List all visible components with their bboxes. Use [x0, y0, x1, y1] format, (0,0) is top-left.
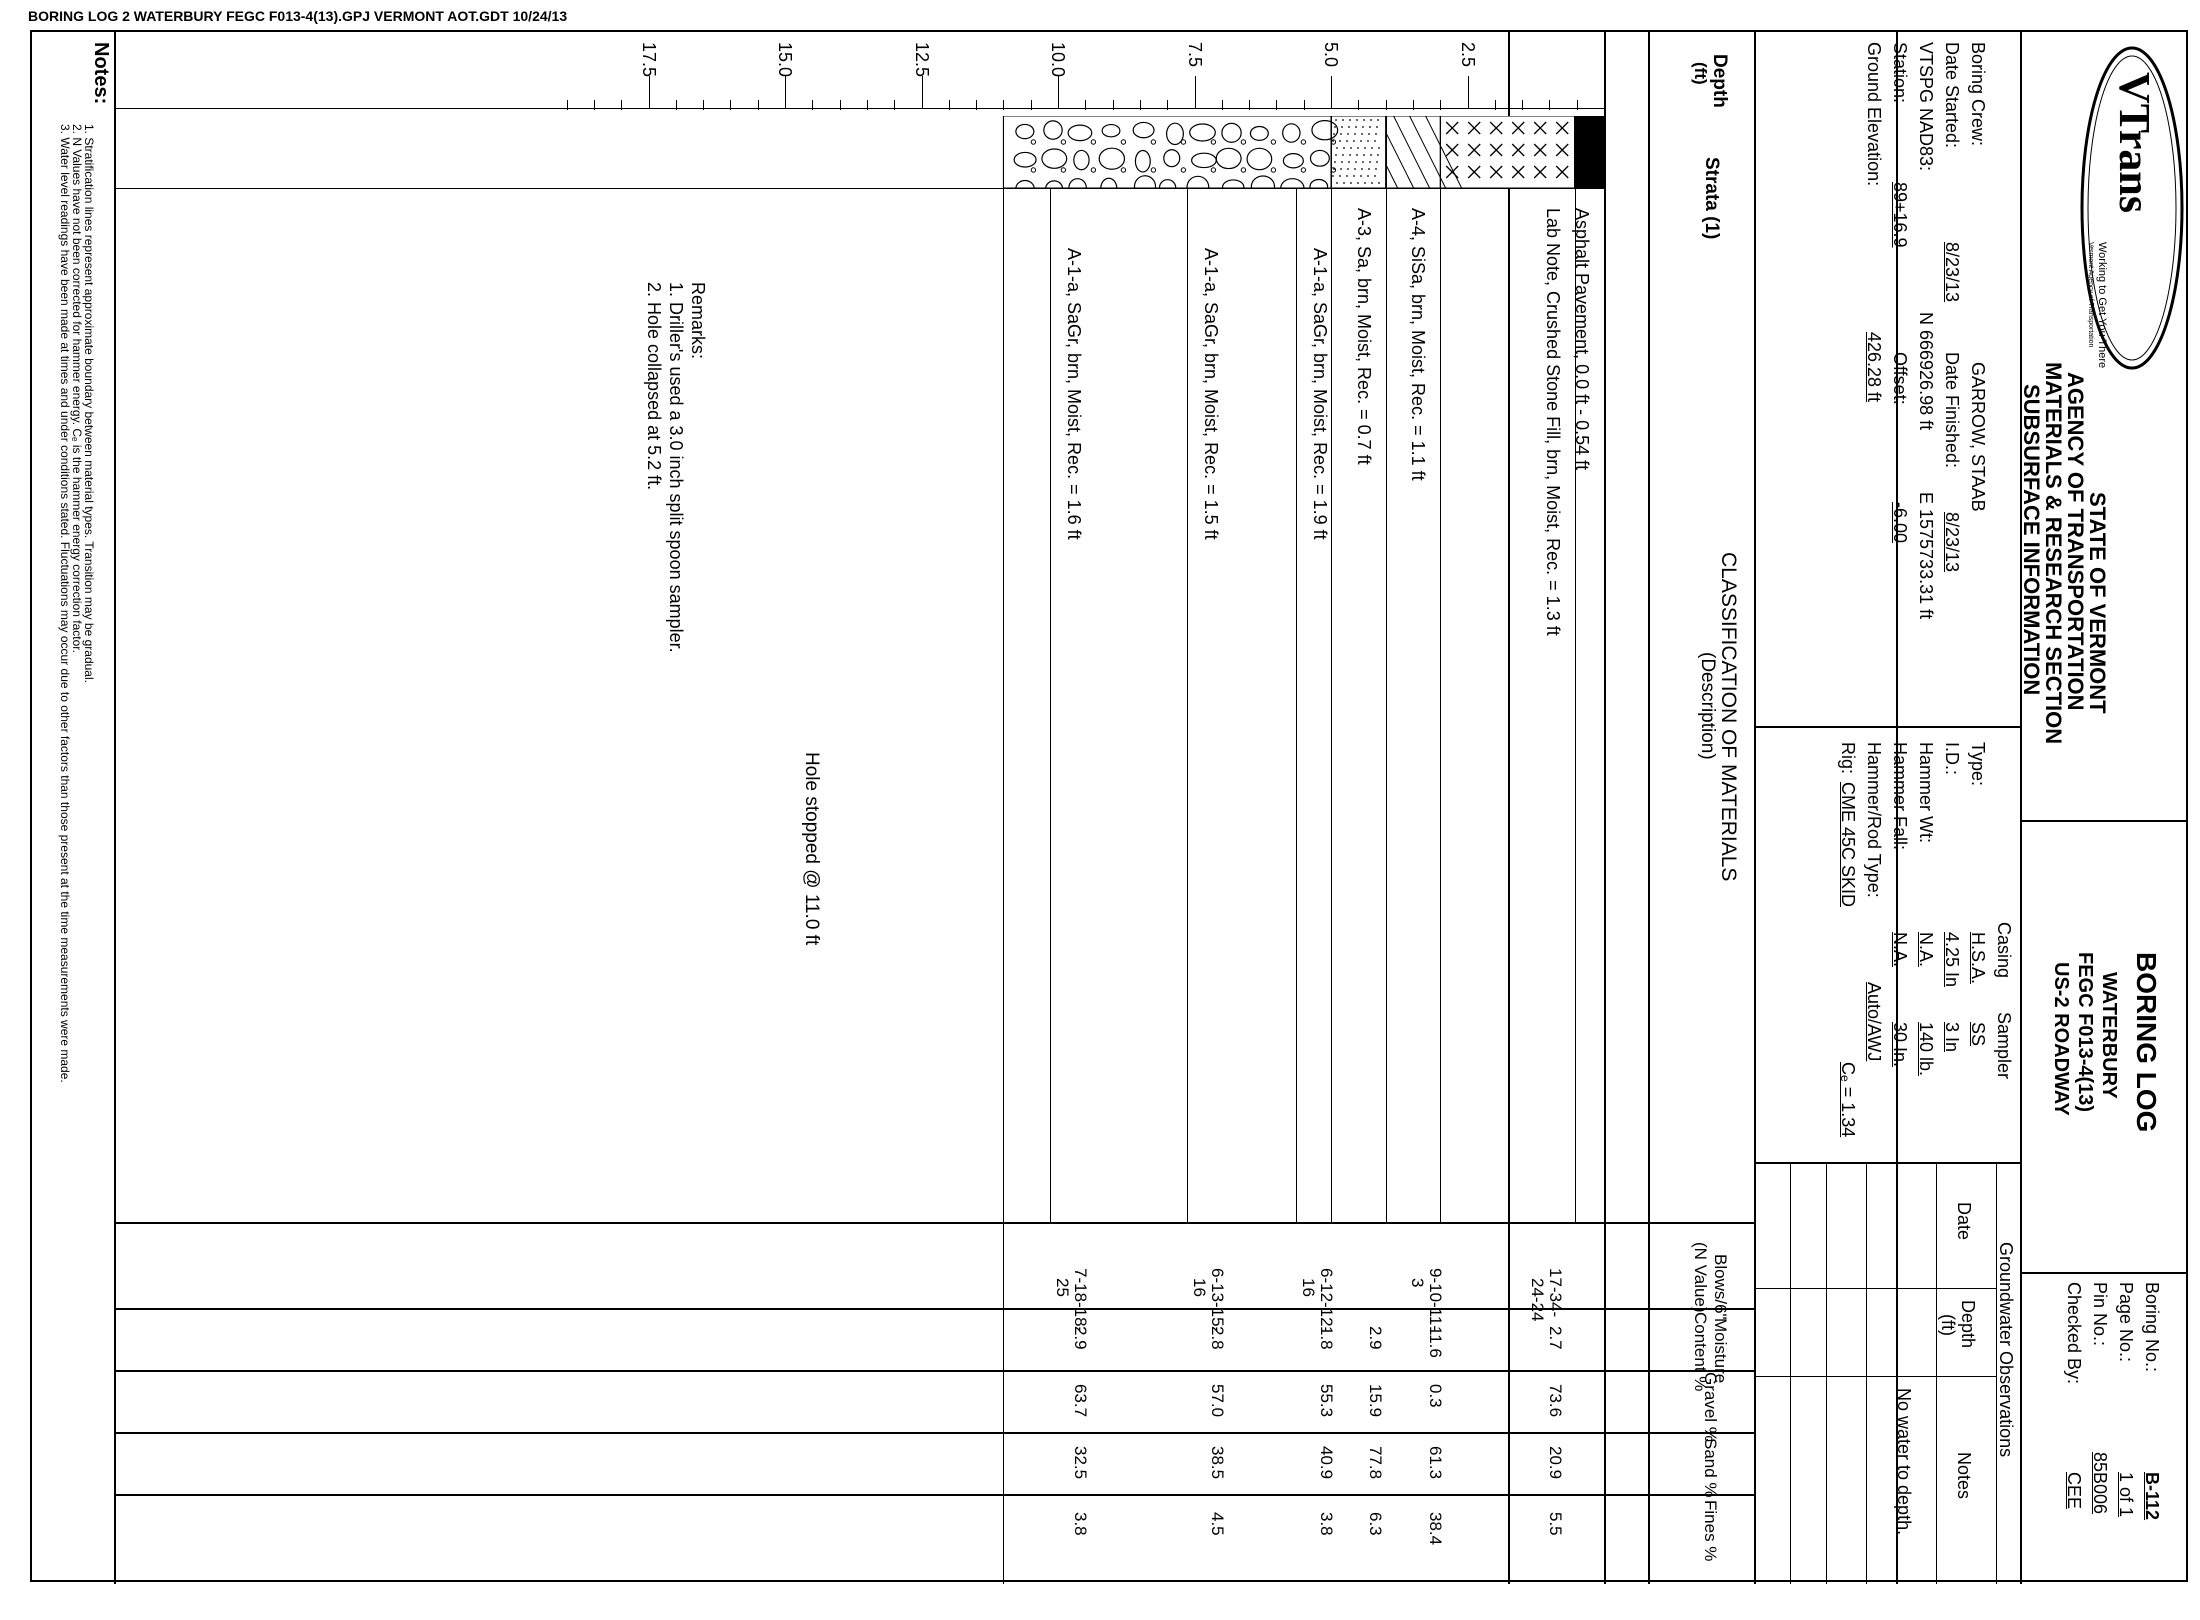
hammer-rod-label: Hammer/Rod Type: — [1864, 742, 1884, 898]
sample-moisture: 2.7 — [1546, 1326, 1566, 1350]
divider-sand — [114, 1432, 1754, 1434]
strata-dot — [1339, 175, 1341, 177]
depth-tick-label: 12.5 — [911, 42, 932, 78]
sampler-id: 3 In — [1942, 1022, 1962, 1053]
ground-elev-label: Ground Elevation: — [1864, 42, 1884, 187]
sample-gravel: 15.9 — [1366, 1384, 1386, 1418]
ground-elev-value: 426.28 ft — [1864, 332, 1884, 403]
col-blows-label: Blows/6" — [1711, 1254, 1730, 1320]
strata-dot — [1362, 161, 1364, 163]
depth-tick-label: 15.0 — [775, 42, 795, 78]
sample-sand: 40.9 — [1317, 1446, 1337, 1480]
sample-gravel: 57.0 — [1207, 1384, 1227, 1418]
strata-dot — [1349, 119, 1351, 121]
sample-boundary — [1050, 188, 1051, 1222]
col-gravel-label: Gravel % — [1701, 1372, 1720, 1442]
strata-dot — [1335, 119, 1337, 121]
strata-silt — [1386, 116, 1441, 188]
strata-dot — [1336, 147, 1338, 149]
strata-dot — [1375, 168, 1377, 170]
sample-moisture: 11.6 — [1426, 1326, 1446, 1358]
notes-line1: 1. Stratification lines represent approximate boundary between material types. Transition may be gradual. — [82, 124, 96, 683]
strata-dot — [1355, 161, 1357, 163]
strata-dot — [1374, 175, 1376, 177]
sampler-type: SS — [1968, 1022, 1988, 1047]
sample-gravel: 63.7 — [1071, 1384, 1091, 1418]
divider-strata — [1604, 32, 1606, 1584]
strata-dot — [1346, 140, 1348, 142]
depth-tick-label: 7.5 — [1184, 42, 1205, 68]
strata-dot — [1349, 154, 1351, 156]
col-fines-label: Fines % — [1701, 1500, 1720, 1562]
date-finished-value: 8/23/13 — [1942, 512, 1962, 573]
depth-tick — [922, 76, 923, 108]
col-classification-sub: (Description) — [1697, 652, 1718, 760]
depth-axis-line — [116, 108, 1604, 109]
divider-classification — [1508, 32, 1510, 1584]
sample-blows-line2: 24-24 — [1528, 1278, 1548, 1322]
title-line2: FEGC F013-4(13) — [2074, 952, 2096, 1113]
sample-moisture: 1.8 — [1317, 1326, 1337, 1350]
strata-dot — [1340, 133, 1342, 135]
col-depth-unit: (ft) — [1691, 62, 1710, 85]
sample-fines: 3.8 — [1317, 1512, 1337, 1536]
strata-dot — [1376, 126, 1378, 128]
col-classification-label: CLASSIFICATION OF MATERIALS — [1717, 552, 1740, 882]
strata-dot — [1367, 140, 1369, 142]
col-moisture-label: Moisture — [1711, 1318, 1730, 1384]
gw-title: Groundwater Observations — [1996, 1242, 2016, 1458]
strata-dot — [1347, 168, 1349, 170]
strata-dot — [1369, 161, 1371, 163]
strata-dot — [1356, 119, 1358, 121]
sample-sand: 38.5 — [1207, 1446, 1227, 1480]
strata-dot — [1332, 175, 1334, 177]
sampler-hammer-fall: 30 In. — [1890, 1022, 1910, 1068]
strata-dot — [1342, 154, 1344, 156]
gw-date-label: Date — [1954, 1202, 1974, 1241]
strata-dot — [1368, 168, 1370, 170]
ce-value: Cₑ = 1.34 — [1838, 1062, 1858, 1138]
strata-dot — [1361, 133, 1363, 135]
strata-dot — [1350, 147, 1352, 149]
divider-fines — [114, 1494, 1754, 1496]
type-label: Type: — [1968, 742, 1988, 787]
divider-blows — [114, 1222, 1754, 1224]
pin-no-label: Pin No.: — [2090, 1282, 2110, 1347]
sample-fines: 38.4 — [1426, 1512, 1446, 1546]
sample-blows-line1: 7-18-18- — [1071, 1268, 1091, 1333]
col-moisture-sub: Content % — [1691, 1312, 1710, 1392]
strata-dot — [1350, 182, 1352, 184]
strata-dot — [1371, 147, 1373, 149]
crew-label: Boring Crew: — [1968, 42, 1988, 147]
strata-dot — [1347, 133, 1349, 135]
sample-fines: 6.3 — [1366, 1512, 1386, 1536]
divider-logo — [2020, 32, 2022, 1584]
strata-dot — [1341, 126, 1343, 128]
sample-moisture: 2.8 — [1207, 1326, 1227, 1350]
notes-title: Notes: — [90, 42, 112, 105]
sample-description: A-1-a, SaGr, brn, Moist, Rec. = 1.9 ft — [1310, 248, 1331, 540]
strata-dot — [1353, 140, 1355, 142]
layer-description: Lab Note, Crushed Stone Fill, brn, Moist, Rec. = 1.3 ft — [1542, 208, 1563, 636]
strata-dot — [1348, 126, 1350, 128]
hammer-fall-label: Hammer Fall: — [1890, 742, 1910, 851]
gw-depth-label: Depth — [1958, 1300, 1978, 1349]
logo-agency-small: Vermont Agency of Transportation — [2087, 242, 2094, 348]
strata-dot — [1341, 161, 1343, 163]
sample-moisture: 2.9 — [1366, 1326, 1386, 1350]
gw-notes-label: Notes — [1954, 1452, 1974, 1500]
boring-no-value: B-112 — [2142, 1472, 2162, 1521]
strata-dot — [1362, 126, 1364, 128]
strata-dot — [1339, 140, 1341, 142]
strata-column — [32, 116, 1608, 188]
hammer-wt-label: Hammer Wt: — [1916, 742, 1936, 843]
page-no-label: Page No.: — [2116, 1282, 2136, 1363]
strata-dot — [1378, 182, 1380, 184]
date-started-value: 8/23/13 — [1942, 242, 1962, 303]
agency-line1: STATE OF VERMONT — [2085, 492, 2110, 714]
strata-dot — [1360, 140, 1362, 142]
strata-dot — [1346, 175, 1348, 177]
strata-dot — [1361, 168, 1363, 170]
casing-type: H.S.A. — [1968, 932, 1988, 985]
sample-blows-line1: 6-12-12- — [1317, 1268, 1337, 1333]
sample-blows-line2: 16 — [1189, 1278, 1209, 1297]
rig-value: CME 45C SKID — [1838, 782, 1858, 908]
depth-tick — [649, 76, 650, 108]
strata-dot — [1377, 154, 1379, 156]
strata-dot — [1342, 119, 1344, 121]
sample-fines: 4.5 — [1207, 1512, 1227, 1536]
strata-dot — [1369, 126, 1371, 128]
vtspg-label: VTSPG NAD83: — [1916, 42, 1936, 172]
northing-value: N 666926.98 ft — [1916, 312, 1936, 431]
depth-tick — [785, 76, 786, 108]
divider-equip-gw — [1754, 1162, 2020, 1164]
depth-tick — [1058, 76, 1059, 108]
offset-value: -6.00 — [1890, 502, 1910, 544]
strata-dot — [1334, 126, 1336, 128]
strata-dot — [1363, 119, 1365, 121]
agency-line4: SUBSURFACE INFORMATION — [2019, 384, 2044, 696]
depth-tick-label: 5.0 — [1321, 42, 1341, 68]
strata-dot — [1336, 182, 1338, 184]
date-started-label: Date Started: — [1942, 42, 1962, 149]
col-sand-label: Sand % — [1701, 1438, 1720, 1498]
gw-note-value: No water to depth. — [1894, 1388, 1914, 1536]
strata-dot — [1356, 154, 1358, 156]
depth-tick-label: 2.5 — [1457, 42, 1478, 68]
layer-boundary — [1331, 116, 1332, 1222]
strata-dot — [1377, 119, 1379, 121]
sample-description: A-1-a, SaGr, brn, Moist, Rec. = 1.5 ft — [1200, 248, 1221, 540]
layer-description: Asphalt Pavement, 0.0 ft - 0.54 ft — [1572, 208, 1592, 471]
strata-dot — [1334, 161, 1336, 163]
strata-dot — [1368, 133, 1370, 135]
sample-gravel: 0.3 — [1426, 1384, 1446, 1408]
offset-label: Offset: — [1890, 352, 1910, 405]
depth-tick — [1331, 76, 1332, 108]
strata-asphalt — [1575, 116, 1604, 188]
agency-line3: MATERIALS & RESEARCH SECTION — [2041, 362, 2066, 745]
strata-dot — [1348, 161, 1350, 163]
checked-by-label: Checked By: — [2064, 1282, 2084, 1385]
sample-description: A-1-a, SaGr, brn, Moist, Rec. = 1.6 ft — [1064, 248, 1085, 540]
boring-log-sheet — [30, 30, 2188, 1582]
hole-stopped-text: Hole stopped @ 11.0 ft — [801, 752, 822, 946]
sample-sand: 20.9 — [1546, 1446, 1566, 1480]
depth-tick — [1468, 76, 1469, 108]
strata-dot — [1378, 147, 1380, 149]
sample-boundary — [1187, 188, 1188, 1222]
strata-dot — [1343, 147, 1345, 149]
divider-agency-title — [2020, 820, 2188, 822]
gw-depth-unit: (ft) — [1938, 1314, 1958, 1336]
strata-fill — [1440, 116, 1574, 188]
title-line3: US-2 ROADWAY — [2050, 962, 2072, 1116]
logo-brand: VTrans — [2110, 72, 2159, 213]
casing-hammer-wt: N.A. — [1916, 932, 1936, 968]
notes-line2: 2. N Values have not been corrected for hammer energy. Cₑ is the hammer energy correction factor. — [70, 124, 84, 653]
strata-dot — [1357, 182, 1359, 184]
pin-no-value: 85B006 — [2090, 1452, 2110, 1515]
strata-dot — [1364, 147, 1366, 149]
layer-boundary — [1440, 116, 1441, 1222]
divider-header — [1754, 32, 1756, 1584]
depth-tick-label: 17.5 — [638, 42, 659, 78]
id-label: I.D.: — [1942, 742, 1962, 776]
station-value: 89+16.9 — [1890, 182, 1910, 248]
strata-dot — [1370, 119, 1372, 121]
strata-band-bottom — [116, 188, 1604, 189]
divider-moisture — [114, 1308, 1754, 1310]
strata-dot — [1371, 182, 1373, 184]
sample-fines: 5.5 — [1546, 1512, 1566, 1536]
strata-dot — [1360, 175, 1362, 177]
depth-tick-label: 10.0 — [1048, 42, 1068, 78]
sampler-hammer-wt: 140 lb. — [1916, 1022, 1936, 1077]
divider-depth — [1648, 32, 1650, 1584]
sample-gravel: 55.3 — [1317, 1384, 1337, 1418]
hole-bottom-line — [1003, 116, 1004, 1584]
remarks-title: Remarks: — [688, 282, 708, 360]
sample-boundary — [1296, 188, 1297, 1222]
strata-dot — [1340, 168, 1342, 170]
sample-blows-line2: 16 — [1299, 1278, 1319, 1297]
strata-dot — [1376, 161, 1378, 163]
title-line1: WATERBURY — [2098, 972, 2120, 1099]
file-header: BORING LOG 2 WATERBURY FEGC F013-4(13).GPJ VERMONT AOT.GDT 10/24/13 — [28, 8, 568, 24]
agency-line2: AGENCY OF TRANSPORTATION — [2063, 372, 2088, 711]
layer-description: A-4, SiSa, brn, Moist, Rec. = 1.1 ft — [1408, 208, 1429, 481]
strata-dot — [1367, 175, 1369, 177]
sample-moisture: 2.9 — [1071, 1326, 1091, 1350]
col-strata-label: Strata (1) — [1701, 157, 1722, 240]
strata-dot — [1374, 140, 1376, 142]
depth-tick — [1195, 76, 1196, 108]
divider-info-equip — [1754, 726, 2020, 728]
divider-gravel — [114, 1370, 1754, 1372]
strata-dot — [1354, 168, 1356, 170]
strata-dot — [1357, 147, 1359, 149]
sample-sand: 61.3 — [1426, 1446, 1446, 1480]
sample-gravel: 73.6 — [1546, 1384, 1566, 1418]
divider-notes — [114, 32, 116, 1584]
easting-value: E 1575733.31 ft — [1916, 492, 1936, 620]
casing-label: Casing — [1994, 922, 2014, 979]
strata-dot — [1335, 154, 1337, 156]
sample-blows-line1: 17-34- — [1546, 1268, 1566, 1318]
divider-title-id — [2020, 1272, 2188, 1274]
layer-boundary — [1386, 116, 1387, 1222]
layer-description: A-3, Sa, brn, Moist, Rec. = 0.7 ft — [1353, 208, 1374, 465]
sample-blows-line2: 3 — [1408, 1278, 1428, 1288]
strata-dot — [1354, 133, 1356, 135]
sample-sand: 32.5 — [1071, 1446, 1091, 1480]
col-depth-label: Depth — [1709, 54, 1730, 108]
strata-dot — [1370, 154, 1372, 156]
strata-dot — [1353, 175, 1355, 177]
sample-sand: 77.8 — [1366, 1446, 1386, 1480]
strata-dot — [1364, 182, 1366, 184]
station-label: Station: — [1890, 42, 1910, 104]
date-finished-label: Date Finished: — [1942, 352, 1962, 469]
strata-dot — [1333, 133, 1335, 135]
title-main: BORING LOG — [2131, 952, 2162, 1133]
casing-id: 4.25 In — [1942, 932, 1962, 988]
sampler-label: Sampler — [1994, 1012, 2014, 1080]
remarks-line1: 1. Driller's used a 3.0 inch split spoon sampler. — [666, 282, 686, 653]
crew-value: GARROW, STAAB — [1968, 362, 1988, 512]
hammer-rod-value: Auto/AWJ — [1864, 982, 1884, 1062]
casing-hammer-fall: N.A. — [1890, 932, 1910, 968]
strata-dot — [1375, 133, 1377, 135]
col-blows-sub: (N Value) — [1691, 1242, 1710, 1313]
rig-label: Rig: — [1838, 742, 1858, 775]
sample-blows-line2: 25 — [1053, 1278, 1073, 1297]
strata-dot — [1355, 126, 1357, 128]
sample-blows-line1: 9-10-11- — [1426, 1268, 1446, 1331]
logo-tagline: Working to Get You There — [2096, 242, 2108, 369]
notes-line3: 3. Water level readings have been made at times and under conditions stated. Fluctuations may occur due to other factors than those present at the time measurements were made. — [58, 124, 72, 1083]
sample-blows-line1: 6-13-15- — [1207, 1268, 1227, 1333]
page-no-value: 1 of 1 — [2116, 1472, 2136, 1518]
checked-by-value: CEE — [2064, 1472, 2084, 1510]
strata-dot — [1343, 182, 1345, 184]
remarks-line2: 2. Hole collapsed at 5.2 ft. — [644, 282, 664, 491]
strata-dot — [1363, 154, 1365, 156]
sample-fines: 3.8 — [1071, 1512, 1091, 1536]
boring-no-label: Boring No.: — [2142, 1282, 2162, 1373]
